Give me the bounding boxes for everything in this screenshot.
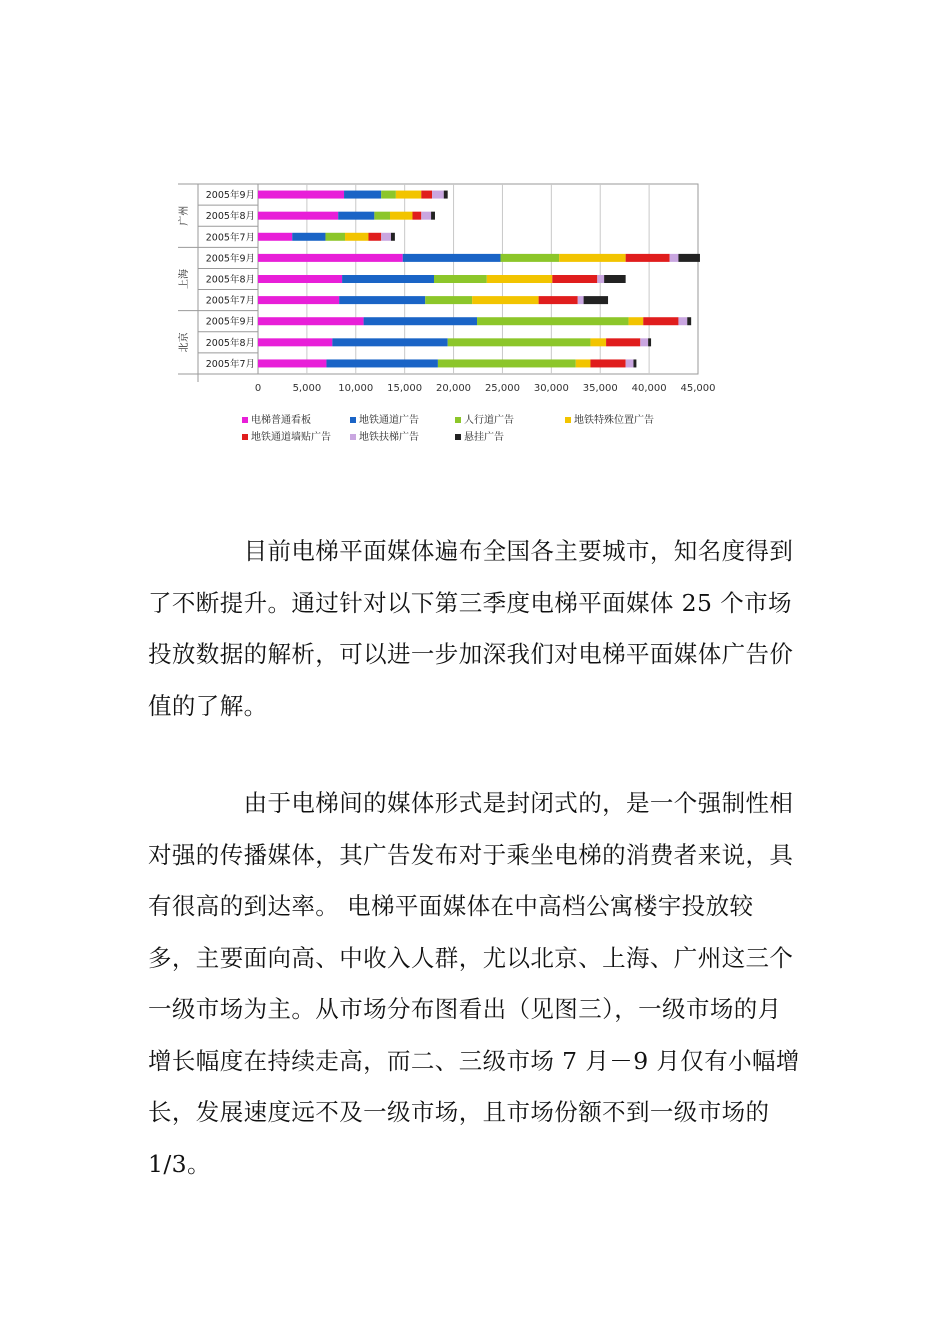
bar-segment <box>403 254 501 262</box>
bar-segment <box>626 359 634 367</box>
bar-segment <box>648 338 651 346</box>
bar-segment <box>444 191 448 199</box>
paragraph-line: 一级市场为主。从市场分布图看出（见图三），一级市场的月 <box>148 995 782 1023</box>
bar-segment <box>539 296 578 304</box>
bar-segment <box>590 338 606 346</box>
group-label: 上海 <box>179 269 190 289</box>
legend-label: 地铁特殊位置广告 <box>574 415 654 426</box>
y-category-label: 2005年7月 <box>205 358 255 370</box>
bar-segment <box>629 317 644 325</box>
paragraph-2 <box>148 778 838 1190</box>
paragraph-line: 长，发展速度远不及一级市场，且市场份额不到一级市场的 <box>148 1098 770 1126</box>
bar-segment <box>438 359 576 367</box>
bar-segment <box>477 317 629 325</box>
bar-segment <box>434 275 487 283</box>
y-category-label: 2005年7月 <box>205 232 255 244</box>
y-category-label: 2005年7月 <box>205 295 255 307</box>
bar-segment <box>292 233 325 241</box>
bar-segment <box>590 359 625 367</box>
x-tick-label: 25,000 <box>484 383 520 394</box>
x-tick-label: 10,000 <box>338 383 374 394</box>
legend-swatch <box>455 434 461 440</box>
bar-segment <box>487 275 553 283</box>
legend-swatch <box>242 434 248 440</box>
y-category-label: 2005年9月 <box>205 316 255 328</box>
bar-segment <box>678 317 687 325</box>
bar-segment <box>552 275 597 283</box>
bar-segment <box>687 317 691 325</box>
bar-segment <box>576 359 591 367</box>
bar-segment <box>258 359 326 367</box>
bar-segment <box>559 254 625 262</box>
bar-segment <box>332 338 447 346</box>
bar-segment <box>448 338 591 346</box>
bar-segment <box>396 191 421 199</box>
y-category-label: 2005年9月 <box>205 253 255 265</box>
bar-segment <box>381 191 396 199</box>
bar-segment <box>325 233 345 241</box>
bar-segment <box>258 254 403 262</box>
x-tick-label: 5,000 <box>292 383 322 394</box>
bar-segment <box>670 254 679 262</box>
bar-segment <box>412 212 421 220</box>
paragraph-line: 了不断提升。通过针对以下第三季度电梯平面媒体 25 个市场 <box>148 588 792 617</box>
legend-label: 人行道广告 <box>464 415 514 426</box>
bar-segment <box>425 296 472 304</box>
bar-segment <box>597 275 604 283</box>
y-category-label: 2005年9月 <box>205 190 255 202</box>
bar-segment <box>584 296 608 304</box>
x-tick-label: 0 <box>254 383 262 394</box>
legend-label: 悬挂广告 <box>464 432 504 443</box>
bar-segment <box>338 212 374 220</box>
bar-segment <box>344 191 381 199</box>
paragraph-line: 多，主要面向高、中收入人群，尤以北京、上海、广州这三个 <box>148 943 794 972</box>
bar-segment <box>258 275 342 283</box>
paragraph-line: 投放数据的解析，可以进一步加深我们对电梯平面媒体广告价 <box>148 640 794 668</box>
y-category-label: 2005年8月 <box>205 274 255 286</box>
bar-segment <box>472 296 538 304</box>
legend-label: 电梯普通看板 <box>251 415 311 426</box>
group-label: 广州 <box>179 205 190 226</box>
legend-label: 地铁扶梯广告 <box>359 432 419 443</box>
legend-swatch <box>350 434 356 440</box>
bar-segment <box>640 338 648 346</box>
x-tick-label: 15,000 <box>387 383 423 394</box>
bar-segment <box>500 254 559 262</box>
legend-swatch <box>350 417 356 423</box>
paragraph-line: 有很高的到达率。 电梯平面媒体在中高档公寓楼宇投放较 <box>148 892 754 920</box>
paragraph-line: 对强的传播媒体，其广告发布对于乘坐电梯的消费者来说，具 <box>148 840 794 869</box>
bar-segment <box>258 296 339 304</box>
bar-segment <box>368 233 381 241</box>
bar-segment <box>626 254 670 262</box>
bar-segment <box>258 317 364 325</box>
x-tick-label: 40,000 <box>631 383 667 394</box>
bar-segment <box>374 212 390 220</box>
bar-segment <box>431 212 435 220</box>
bar-segment <box>364 317 477 325</box>
x-tick-label: 45,000 <box>680 383 716 394</box>
bar-segment <box>432 191 444 199</box>
x-tick-label: 20,000 <box>436 383 472 394</box>
bar-segment <box>345 233 368 241</box>
paragraph-line: 值的了解。 <box>148 691 268 720</box>
bar-segment <box>326 359 437 367</box>
group-label: 北京 <box>179 332 190 353</box>
paragraph-line: 增长幅度在持续走高，而二、三级市场 7 月－9 月仅有小幅增 <box>148 1046 800 1075</box>
bar-segment <box>633 359 636 367</box>
bar-segment <box>339 296 425 304</box>
bar-segment <box>258 212 338 220</box>
legend-swatch <box>565 417 571 423</box>
bar-segment <box>604 275 626 283</box>
bar-segment <box>342 275 434 283</box>
legend-label: 地铁通道墙贴广告 <box>251 432 331 443</box>
legend-label: 地铁通道广告 <box>359 415 419 426</box>
bar-segment <box>258 338 332 346</box>
bar-segment <box>606 338 640 346</box>
y-category-label: 2005年8月 <box>205 211 255 223</box>
bar-segment <box>391 233 395 241</box>
paragraph-line: 目前电梯平面媒体遍布全国各主要城市，知名度得到 <box>148 537 794 565</box>
legend-swatch <box>455 417 461 423</box>
paragraph-line: 由于电梯间的媒体形式是封闭式的，是一个强制性相 <box>148 789 794 817</box>
paragraph-1 <box>148 526 838 732</box>
bar-segment <box>421 191 432 199</box>
bar-segment <box>258 233 292 241</box>
x-tick-label: 35,000 <box>582 383 618 394</box>
bar-segment <box>643 317 678 325</box>
x-tick-label: 30,000 <box>533 383 569 394</box>
bar-segment <box>678 254 700 262</box>
bar-segment <box>258 191 344 199</box>
legend-swatch <box>242 417 248 423</box>
paragraph-line: 1/3。 <box>148 1149 211 1178</box>
bar-segment <box>578 296 584 304</box>
bar-segment <box>421 212 431 220</box>
y-category-label: 2005年8月 <box>205 337 255 349</box>
bar-segment <box>390 212 412 220</box>
bar-segment <box>381 233 391 241</box>
stacked-bar-chart <box>170 178 730 458</box>
